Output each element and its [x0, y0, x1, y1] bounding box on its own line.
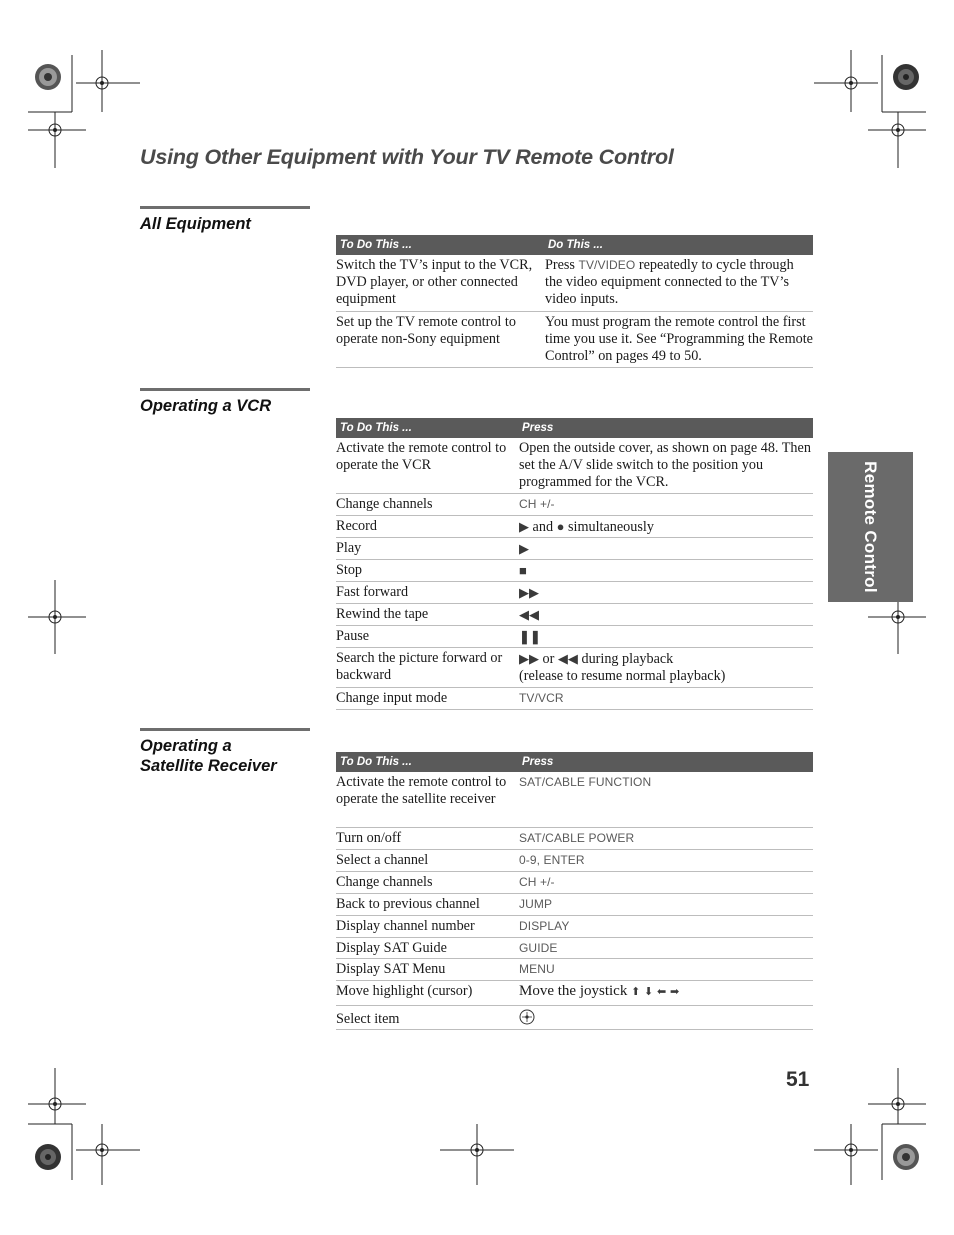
- action-cell: [519, 938, 558, 958]
- table-row: [336, 1006, 813, 1030]
- task-cell: Fast forward: [336, 584, 409, 600]
- section-rule: [140, 206, 310, 209]
- action-text: repeatedly to cycle through the video equipment connected to the TV’s video inputs.: [545, 257, 794, 307]
- arrow-left-icon: ⬅: [657, 986, 667, 998]
- action-cell: [519, 850, 585, 871]
- action-text: (release to resume normal playback): [519, 668, 726, 684]
- column-header-task: To Do This ...: [340, 422, 412, 434]
- action-cell: [519, 582, 539, 603]
- action-cell: [519, 828, 634, 849]
- table-row: [336, 772, 813, 828]
- action-cell: [519, 604, 539, 625]
- stop-icon: ■: [519, 563, 527, 578]
- action-cell: [519, 981, 679, 1005]
- column-header-action: Press: [522, 756, 554, 768]
- task-cell: Activate the remote control to operate the VCR: [336, 440, 507, 473]
- section-rule: [140, 728, 310, 731]
- table-row: [336, 959, 813, 981]
- key-label: 0-9, ENTER: [519, 853, 585, 867]
- table-row: [336, 648, 813, 688]
- section-heading-satellite: [140, 736, 277, 776]
- task-cell: Set up the TV remote control to operate non-Sony equipment: [336, 314, 516, 347]
- arrow-up-icon: ⬆: [631, 986, 641, 998]
- action-cell: [519, 894, 552, 915]
- table-row: [336, 538, 813, 560]
- task-cell: Display SAT Guide: [336, 940, 447, 956]
- task-cell: Change input mode: [336, 690, 448, 706]
- pause-icon: ❚❚: [519, 629, 541, 644]
- page-title: Using Other Equipment with Your TV Remote Control: [140, 145, 674, 169]
- page-number: 51: [786, 1068, 810, 1091]
- table-all-equipment: [336, 235, 813, 368]
- table-row: [336, 688, 813, 710]
- side-tab-label: Remote Control: [861, 461, 880, 593]
- rewind-icon: ◀◀: [519, 607, 539, 622]
- table-row: [336, 312, 813, 368]
- task-cell: Stop: [336, 562, 363, 578]
- action-cell: [519, 560, 527, 581]
- side-tab: [828, 452, 913, 602]
- table-row: [336, 255, 813, 312]
- action-cell: [519, 494, 555, 515]
- section-rule: [140, 388, 310, 391]
- action-text: Press: [545, 257, 579, 273]
- arrow-right-icon: ➡: [669, 986, 680, 998]
- action-cell: [519, 916, 570, 937]
- table-row: [336, 850, 813, 872]
- task-cell: Switch the TV’s input to the VCR, DVD player, or other connected equipment: [336, 257, 533, 307]
- action-cell: [519, 688, 564, 709]
- task-cell: Record: [336, 518, 377, 534]
- key-label: GUIDE: [519, 941, 558, 955]
- action-text: Move the joystick: [519, 983, 628, 999]
- task-cell: Turn on/off: [336, 830, 402, 846]
- key-label: SAT/CABLE FUNCTION: [519, 775, 652, 789]
- action-cell: [519, 626, 541, 647]
- key-label: MENU: [519, 962, 555, 976]
- table-row: [336, 438, 813, 494]
- table-row: [336, 516, 813, 538]
- play-icon: ▶: [519, 541, 529, 556]
- action-cell: [519, 1006, 535, 1029]
- fast-forward-icon: ▶▶: [519, 651, 539, 666]
- table-row: [336, 981, 813, 1006]
- table-header: [336, 752, 813, 772]
- table-satellite: [336, 752, 813, 1030]
- action-text: or: [542, 651, 555, 667]
- fast-forward-icon: ▶▶: [519, 585, 539, 600]
- action-cell: [519, 538, 529, 559]
- table-row: [336, 872, 813, 894]
- task-cell: Move highlight (cursor): [336, 983, 473, 999]
- key-label: TV/VCR: [519, 691, 564, 705]
- task-cell: Display channel number: [336, 918, 475, 934]
- task-cell: Back to previous channel: [336, 896, 480, 912]
- action-cell: [519, 516, 654, 537]
- action-text: and: [532, 519, 554, 535]
- section-heading-vcr: Operating a VCR: [140, 397, 272, 415]
- column-header-action: Do This ...: [548, 239, 603, 251]
- key-label: TV/VIDEO: [578, 258, 636, 272]
- table-row: [336, 916, 813, 938]
- column-header-task: To Do This ...: [340, 239, 412, 251]
- table-header: [336, 235, 813, 255]
- task-cell: Select item: [336, 1011, 400, 1027]
- arrow-down-icon: ⬇: [644, 986, 654, 998]
- key-label: CH +/-: [519, 875, 555, 889]
- action-cell: [519, 648, 725, 687]
- table-row: [336, 582, 813, 604]
- section-heading-line: Operating a: [140, 737, 232, 755]
- table-row: [336, 938, 813, 959]
- table-row: [336, 894, 813, 916]
- table-header: [336, 418, 813, 438]
- key-label: SAT/CABLE POWER: [519, 831, 635, 845]
- task-cell: Play: [336, 540, 362, 556]
- key-label: DISPLAY: [519, 919, 570, 933]
- action-cell: You must program the remote control the first time you use it. See “Programming the Remote Control” on pages 49 to 50.: [545, 314, 813, 364]
- section-heading-line: Satellite Receiver: [140, 757, 277, 775]
- action-text: during playback: [581, 651, 674, 667]
- task-cell: Change channels: [336, 496, 433, 512]
- task-cell: Change channels: [336, 874, 433, 890]
- action-cell: [519, 772, 651, 827]
- key-label: CH +/-: [519, 497, 555, 511]
- task-cell: Display SAT Menu: [336, 961, 446, 977]
- action-cell: [545, 255, 813, 311]
- key-label: JUMP: [519, 897, 553, 911]
- task-cell: Search the picture forward or backward: [336, 650, 503, 683]
- table-row: [336, 626, 813, 648]
- column-header-task: To Do This ...: [340, 756, 412, 768]
- table-vcr: [336, 418, 813, 710]
- table-row: [336, 560, 813, 582]
- table-row: [336, 604, 813, 626]
- task-cell: Rewind the tape: [336, 606, 429, 622]
- column-header-action: Press: [522, 422, 554, 434]
- rewind-icon: ◀◀: [557, 651, 578, 666]
- record-icon: ●: [556, 519, 565, 534]
- joystick-press-icon: [519, 1009, 535, 1025]
- table-row: [336, 494, 813, 516]
- table-row: [336, 828, 813, 850]
- task-cell: Activate the remote control to operate the satellite receiver: [336, 774, 507, 807]
- section-heading-all-equipment: All Equipment: [140, 215, 251, 233]
- task-cell: Pause: [336, 628, 370, 644]
- action-cell: Open the outside cover, as shown on page 48. Then set the A/V slide switch to the position you programmed for the VCR.: [519, 440, 811, 490]
- action-text: simultaneously: [568, 519, 654, 535]
- action-cell: [519, 872, 555, 893]
- task-cell: Select a channel: [336, 852, 429, 868]
- action-cell: [519, 959, 555, 980]
- play-icon: ▶: [519, 519, 529, 534]
